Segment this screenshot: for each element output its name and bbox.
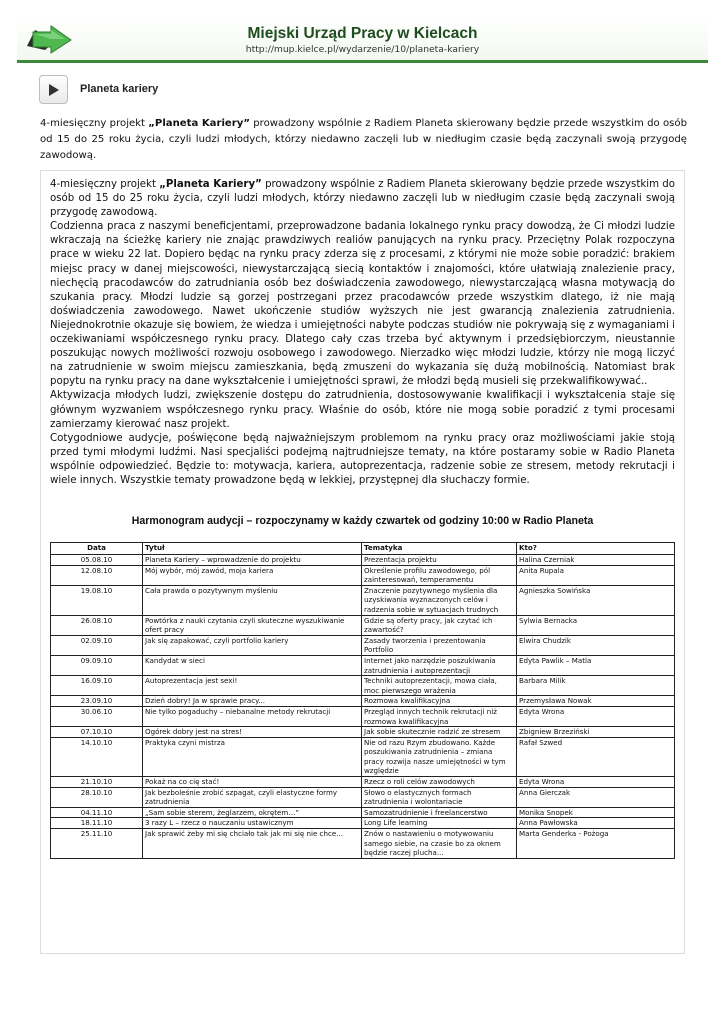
cell-topic: Jak sobie skutecznie radzić ze stresem (362, 727, 517, 738)
cell-date: 18.11.10 (51, 818, 143, 829)
cell-topic: Rozmowa kwalifikacyjna (362, 696, 517, 707)
schedule-table (50, 542, 675, 859)
article-lead-rest: prowadzony wspólnie z Radiem Planeta skierowany będzie przede wszystkim do osób od 15 do 25 roku życia, czyli ludzi młodych, którzy niedawno zaczęli lub w niedługim czasie będą zaczynali swoją przygodę zawodową. (50, 179, 675, 219)
cell-who: Agnieszka Sowińska (517, 585, 675, 615)
table-row (51, 818, 675, 829)
table-row (51, 615, 675, 635)
column-header-topic: Tematyka (362, 543, 517, 555)
cell-date: 30.06.10 (51, 706, 143, 726)
cell-title: „Sam sobie sterem, żeglarzem, okrętem…” (143, 807, 362, 818)
cell-date: 14.10.10 (51, 737, 143, 776)
table-row (51, 787, 675, 807)
article-paragraph: Aktywizacja młodych ludzi, zwiększenie dostępu do zatrudnienia, dostosowywanie kwalifikacji i wykształcenia staje się głównym wyzwaniem współczesnego rynku pracy. Właśnie do osób, które nie mogą sobie poradzić z tymi procesami zamierzamy kierować nasz projekt. (50, 390, 675, 430)
cell-topic: Przegląd innych technik rekrutacji niż rozmowa kwalifikacyjna (362, 706, 517, 726)
article-paragraph (50, 178, 675, 220)
cell-who: Edyta Pawlik – Matla (517, 655, 675, 675)
cell-title: Dzień dobry! Ja w sprawie pracy... (143, 696, 362, 707)
page-url: http://mup.kielce.pl/wydarzenie/10/planeta-kariery (245, 44, 480, 55)
cell-who: Marta Genderka - Pożoga (517, 829, 675, 859)
cell-date: 23.09.10 (51, 696, 143, 707)
cell-title: Planeta Kariery – wprowadzenie do projektu (143, 555, 362, 566)
cell-title: Cała prawda o pozytywnym myśleniu (143, 585, 362, 615)
cell-topic: Samozatrudnienie i freelancerstwo (362, 807, 517, 818)
cell-title: Jak sprawić żeby mi się chciało tak jak mi się nie chce... (143, 829, 362, 859)
cell-who: Przemysława Nowak (517, 696, 675, 707)
table-row (51, 696, 675, 707)
cell-who: Elwira Chudzik (517, 635, 675, 655)
cell-date: 16.09.10 (51, 676, 143, 696)
intro-lead: 4-miesięczny projekt (40, 118, 149, 129)
table-row (51, 737, 675, 776)
cell-who: Anna Pawłowska (517, 818, 675, 829)
cell-date: 26.08.10 (51, 615, 143, 635)
cell-date: 19.08.10 (51, 585, 143, 615)
cell-date: 04.11.10 (51, 807, 143, 818)
table-row (51, 555, 675, 566)
cell-topic: Znaczenie pozytywnego myślenia dla uzyskiwania wyznaczonych celów i radzenia sobie w sytuacjach trudnych (362, 585, 517, 615)
cell-who: Edyta Wrona (517, 706, 675, 726)
cell-topic: Techniki autoprezentacji, mowa ciała, moc pierwszego wrażenia (362, 676, 517, 696)
cell-date: 09.09.10 (51, 655, 143, 675)
cell-title: Autoprezentacja jest sexi! (143, 676, 362, 696)
table-row (51, 565, 675, 585)
cell-title: Nie tylko pogaduchy – niebanalne metody rekrutacji (143, 706, 362, 726)
table-row (51, 585, 675, 615)
cell-date: 28.10.10 (51, 787, 143, 807)
table-row (51, 829, 675, 859)
cell-who: Anita Rupala (517, 565, 675, 585)
article-paragraph: Codzienna praca z naszymi beneficjentami, przeprowadzone badania lokalnego rynku pracy dowodzą, że Ci młodzi ludzie wkraczają na ścieżkę kariery nie znając prawdziwych realiów panujących na rynku pracy. Przeciętny Polak rozpoczyna prace w wieku 22 lat. Dopiero będąc na rynku pracy zderza się z procesami, z którymi nie może sobie poradzić: brakiem miejsc pracy w danej miejscowości, niewystarczającą siecią kontaktów i znajomości, które ułatwiają znalezienie pracy, niechęcią pracodawców do zatrudniania osób bez doświadczenia zawodowego, niewystarczającą własna motywacją do szukania pracy. Młodzi ludzie są gorzej postrzegani przez pracodawców przede wszystkim dlatego, iż nie mają doświadczenia zawodowego. Nawet ukończenie studiów wyższych nie jest gwarancją znalezienia zatrudnienia. Niejednokrotnie okazuje się bowiem, że wiedza i umiejętności nabyte podczas studiów nie pokrywają się z wymaganiami i oczekiwaniami współczesnego rynku pracy. Dlatego cały czas trzeba być aktywnym i przedsiębiorczym, nieustannie poszukując nowych możliwości rozwoju osobowego i zawodowego. Nierzadko więc młodzi ludzie, którzy nie mogą liczyć na zatrudnienie w swoim miejscu zamieszkania, będą zmuszeni do wykazania się dużą mobilnością. Natomiast brak popytu na rynku pracy na dane wykształcenie i umiejętności sprawi, że młodzi będą musieli się przekwalifikowywać.. (50, 221, 675, 388)
cell-topic: Prezentacja projektu (362, 555, 517, 566)
article-lead: 4-miesięczny projekt (50, 179, 160, 190)
cell-title: Praktyka czyni mistrza (143, 737, 362, 776)
article-project-name: „Planeta Kariery” (159, 179, 262, 190)
page-title: Planeta kariery (80, 83, 159, 95)
cell-date: 07.10.10 (51, 727, 143, 738)
cell-title: Kandydat w sieci (143, 655, 362, 675)
cell-date: 21.10.10 (51, 777, 143, 788)
cell-title: Powtórka z nauki czytania czyli skuteczne wyszukiwanie ofert pracy (143, 615, 362, 635)
schedule-title: Harmonogram audycji – rozpoczynamy w każdy czwartek od godziny 10:00 w Radio Planeta (131, 515, 594, 527)
intro-paragraph (40, 116, 687, 164)
cell-title: Jak się zapakować, czyli portfolio kariery (143, 635, 362, 655)
cell-topic: Long Life learning (362, 818, 517, 829)
column-header-date: Data (51, 543, 143, 555)
article-paragraph: Cotygodniowe audycje, poświęcone będą najważniejszym problemom na rynku pracy oraz możliwościami jakie stoją przed tymi młodymi ludźmi. Nasi specjaliści podejmą najtrudniejsze tematy, na które postaramy sobie w Radio Planeta wspólnie odpowiedzieć. Będzie to: motywacja, kariera, autoprezentacja, radzenie sobie ze stresem, metody rekrutacji i wiele innych. Wszystkie tematy prowadzone będą w lekkiej, przystępnej dla słuchaczy formie. (50, 432, 675, 486)
table-row (51, 655, 675, 675)
cell-topic: Nie od razu Rzym zbudowano. Każde poszukiwania zatrudnienia – zmiana pracy rozwija nasze umiejętności w tym względzie (362, 737, 517, 776)
cell-date: 02.09.10 (51, 635, 143, 655)
cell-topic: Znów o nastawieniu o motywowaniu samego siebie, na czasie bo za oknem będzie raczej plucha... (362, 829, 517, 859)
table-row (51, 635, 675, 655)
cell-topic: Słowo o elastycznych formach zatrudnienia i wolontariacie (362, 787, 517, 807)
cell-date: 12.08.10 (51, 565, 143, 585)
table-row (51, 727, 675, 738)
cell-date: 25.11.10 (51, 829, 143, 859)
header-divider (17, 60, 708, 63)
intro-project-name: „Planeta Kariery” (148, 118, 250, 129)
cell-date: 05.08.10 (51, 555, 143, 566)
cell-title: Ogórek dobry jest na stres! (143, 727, 362, 738)
cell-title: Pokaż na co cię stać! (143, 777, 362, 788)
cell-who: Sylwia Bernacka (517, 615, 675, 635)
cell-who: Edyta Wrona (517, 777, 675, 788)
play-arrow-icon (48, 83, 60, 97)
column-header-title: Tytuł (143, 543, 362, 555)
cell-who: Anna Gierczak (517, 787, 675, 807)
cell-who: Monika Snopek (517, 807, 675, 818)
table-row (51, 807, 675, 818)
cell-who: Halina Czerniak (517, 555, 675, 566)
cell-topic: Zasady tworzenia i prezentowania Portfolio (362, 635, 517, 655)
site-title: Miejski Urząd Pracy w Kielcach (247, 25, 478, 42)
cell-who: Barbara Milik (517, 676, 675, 696)
table-row (51, 777, 675, 788)
cell-title: Mój wybór, mój zawód, moja kariera (143, 565, 362, 585)
cell-topic: Gdzie są oferty pracy, jak czytać ich zawartość? (362, 615, 517, 635)
table-row (51, 676, 675, 696)
column-header-who: Kto? (517, 543, 675, 555)
cell-title: 3 razy L – rzecz o nauczaniu ustawicznym (143, 818, 362, 829)
table-header-row (51, 543, 675, 555)
cell-who: Rafał Szwed (517, 737, 675, 776)
intro-rest: prowadzony wspólnie z Radiem Planeta skierowany będzie przede wszystkim do osób od 15 do 25 roku życia, czyli ludzi młodych, którzy niedawno zaczęli lub w niedługim czasie będą zaczynali swoją przygodę zawodową. (40, 118, 688, 161)
cell-topic: Internet jako narzędzie poszukiwania zatrudnienia i autoprezentacji (362, 655, 517, 675)
cell-title: Jak bezboleśnie zrobić szpagat, czyli elastyczne formy zatrudnienia (143, 787, 362, 807)
cell-topic: Określenie profilu zawodowego, pól zainteresowań, temperamentu (362, 565, 517, 585)
cell-who: Zbigniew Brzeziński (517, 727, 675, 738)
article-body (50, 178, 675, 488)
table-row (51, 706, 675, 726)
play-arrow-button[interactable] (39, 75, 68, 104)
cell-topic: Rzecz o roli celów zawodowych (362, 777, 517, 788)
